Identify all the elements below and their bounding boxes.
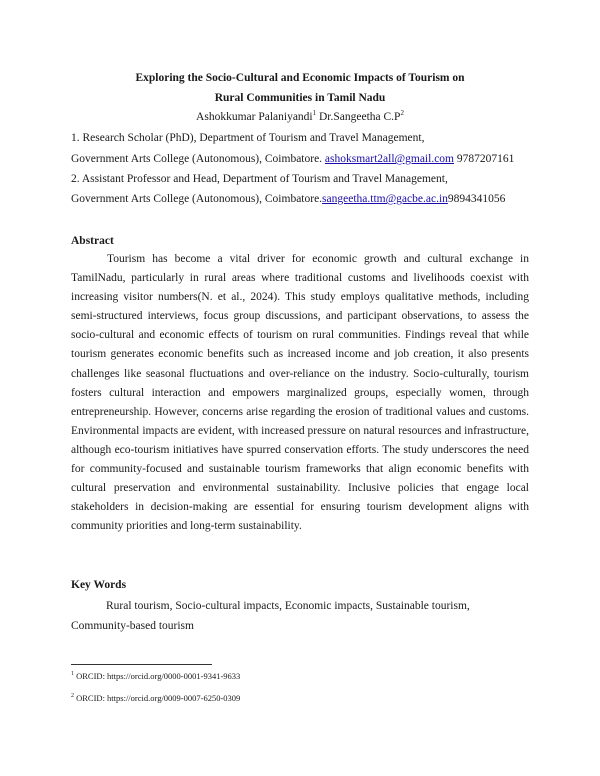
affiliation-2-institution: Government Arts College (Autonomous), Coimbatore. xyxy=(71,193,323,205)
footnote-separator xyxy=(71,664,212,665)
author-1-footnote-mark: 1 xyxy=(312,109,317,118)
abstract-heading: Abstract xyxy=(71,235,114,247)
affiliation-2-line-1: 2. Assistant Professor and Head, Department of Tourism and Travel Management, xyxy=(71,173,448,185)
author-line xyxy=(0,110,600,124)
keywords-heading: Key Words xyxy=(71,579,127,591)
keywords-line-2: Community-based tourism xyxy=(71,620,194,632)
footnote-1-text: ORCID: https://orcid.org/0000-0001-9341-9633 xyxy=(74,671,241,681)
paper-title-line-2: Rural Communities in Tamil Nadu xyxy=(214,92,386,104)
author-2-phone: 9894341056 xyxy=(447,193,506,205)
affiliation-2-line-2 xyxy=(71,192,505,206)
author-2-email-link[interactable]: sangeetha.ttm@gacbe.ac.in xyxy=(322,193,448,205)
affiliation-1-line-2 xyxy=(71,152,514,166)
author-1-phone: 9787207161 xyxy=(454,153,515,165)
footnote-2 xyxy=(71,693,240,704)
keywords-line-1: Rural tourism, Socio-cultural impacts, Economic impacts, Sustainable tourism, xyxy=(106,600,470,612)
author-2: Dr.Sangeetha C.P xyxy=(316,111,401,123)
author-1: Ashokkumar Palaniyandi xyxy=(196,111,313,123)
footnote-1-number: 1 xyxy=(71,671,74,678)
author-1-email-link[interactable]: ashoksmart2all@gmail.com xyxy=(324,153,454,165)
footnote-2-text: ORCID: https://orcid.org/0009-0007-6250-0309 xyxy=(74,693,241,703)
footnote-1 xyxy=(71,671,240,682)
affiliation-1-institution: Government Arts College (Autonomous), Coimbatore. xyxy=(71,153,325,165)
author-2-footnote-mark: 2 xyxy=(400,109,404,118)
footnote-2-number: 2 xyxy=(71,693,74,700)
affiliation-1-line-1: 1. Research Scholar (PhD), Department of Tourism and Travel Management, xyxy=(71,132,425,144)
abstract-body: Tourism has become a vital driver for economic growth and cultural exchange in TamilNadu, particularly in rural areas where traditional customs and livelihoods coexist with increasing visitor numbers(N. et al., 2024). This study employs qualitative methods, including semi-structured interviews, focus group discussions, and participant observations, to assess the socio-cultural and economic effects of tourism on rural communities. Findings reveal that while tourism generates economic benefits such as increased income and job creation, it also presents challenges like seasonal fluctuations and over-reliance on the industry. Socio-culturally, tourism fosters cultural interaction and empowers marginalized groups, especially women, through entrepreneurship. However, concerns arise regarding the erosion of traditional values and customs. Environmental impacts are evident, with increased pressure on natural resources and infrastructure, although eco-tourism initiatives have spurred conservation efforts. The study underscores the need for community-focused and sustainable tourism frameworks that align economic benefits with cultural preservation and environmental sustainability. Inclusive policies that engage local stakeholders in decision-making are essential for ensuring tourism development aligns with community priorities and long-term sustainability. xyxy=(71,253,529,533)
paper-title-line-1: Exploring the Socio-Cultural and Economic Impacts of Tourism on xyxy=(135,72,465,84)
